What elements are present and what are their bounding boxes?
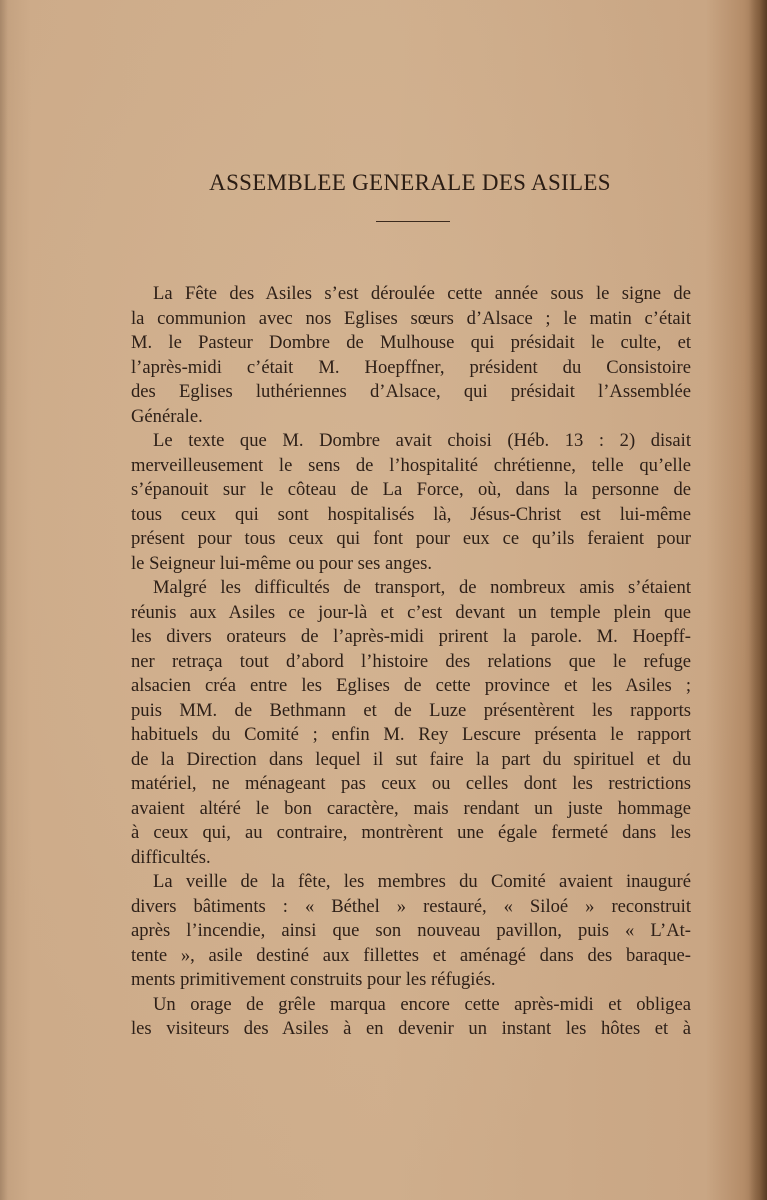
text-line: à ceux qui, au contraire, montrèrent une égale fermeté dans les <box>131 822 691 843</box>
text-line: habituels du Comité ; enfin M. Rey Lescure présenta le rapport <box>131 724 691 745</box>
text-line: s’épanouit sur le côteau de La Force, où, dans la personne de <box>131 479 691 500</box>
text-line: tente », asile destiné aux fillettes et aménagé dans des baraque- <box>131 944 691 966</box>
text-line: l’après-midi c’était M. Hoepffner, président du Consistoire <box>131 356 691 378</box>
text-line: réunis aux Asiles ce jour-là et c’est devant un temple plein que <box>131 601 691 623</box>
page-binding-edge <box>749 0 767 1200</box>
page-left-edge <box>0 0 8 1200</box>
body-text <box>131 282 691 1042</box>
text-line: ner retraça tout d’abord l’histoire des relations que le refuge <box>131 650 691 672</box>
text-line: la communion avec nos Eglises sœurs d’Alsace ; le matin c’était <box>131 307 691 329</box>
text-line: difficultés. <box>131 846 211 868</box>
text-line: Malgré les difficultés de transport, de nombreux amis s’étaient <box>153 577 691 598</box>
text-line: La veille de la fête, les membres du Comité avaient inauguré <box>153 871 691 892</box>
text-line: le Seigneur lui-même ou pour ses anges. <box>131 552 433 574</box>
text-line: divers bâtiments : « Béthel » restauré, « Siloé » reconstruit <box>131 895 691 917</box>
text-line: Un orage de grêle marqua encore cette après-midi et obligea <box>153 993 691 1015</box>
text-line: les visiteurs des Asiles à en devenir un instant les hôtes et à <box>131 1018 691 1039</box>
text-line: de la Direction dans lequel il sut faire la part du spirituel et du <box>131 748 691 770</box>
text-line: M. le Pasteur Dombre de Mulhouse qui présidait le culte, et <box>131 332 691 353</box>
text-line: présent pour tous ceux qui font pour eux ce qu’ils feraient pour <box>131 528 691 549</box>
text-line: ments primitivement construits pour les réfugiés. <box>131 969 496 990</box>
text-line: avaient altéré le bon caractère, mais rendant un juste hommage <box>131 797 691 819</box>
text-line: puis MM. de Bethmann et de Luze présentèrent les rapports <box>131 699 691 721</box>
text-line: Générale. <box>131 405 203 427</box>
text-line: La Fête des Asiles s’est déroulée cette année sous le signe de <box>153 283 691 304</box>
text-line: alsacien créa entre les Eglises de cette province et les Asiles ; <box>131 675 691 696</box>
text-line: les divers orateurs de l’après-midi prirent la parole. M. Hoepff- <box>131 626 691 647</box>
page-title: ASSEMBLEE GENERALE DES ASILES <box>209 170 611 195</box>
text-line: merveilleusement le sens de l’hospitalité chrétienne, telle qu’elle <box>131 454 691 476</box>
text-line: tous ceux qui sont hospitalisés là, Jésus-Christ est lui-même <box>131 503 691 525</box>
text-line: Le texte que M. Dombre avait choisi (Héb. 13 : 2) disait <box>153 430 691 451</box>
title-rule <box>376 221 450 222</box>
text-line: des Eglises luthériennes d’Alsace, qui présidait l’Assemblée <box>131 381 691 402</box>
text-line: après l’incendie, ainsi que son nouveau pavillon, puis « L’At- <box>131 920 691 941</box>
text-line: matériel, ne ménageant pas ceux ou celles dont les restrictions <box>131 773 691 794</box>
